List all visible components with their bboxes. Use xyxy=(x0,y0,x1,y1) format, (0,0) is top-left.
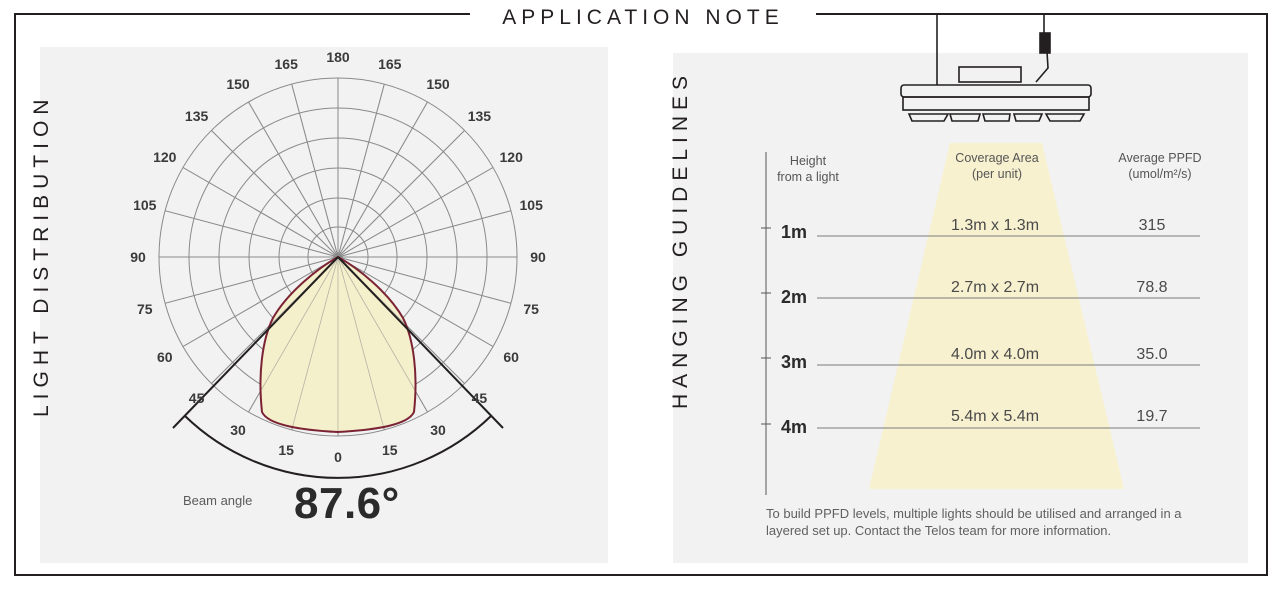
angle-label: 165 xyxy=(378,55,402,72)
polar-radial-line xyxy=(249,102,339,257)
row-area: 2.7m x 2.7m xyxy=(950,279,1040,296)
footnote: To build PPFD levels, multiple lights should be utilised and arranged in a layered set up. Contact the Telos team for more information. xyxy=(766,506,1182,538)
header-coverage: Coverage Area (per unit) xyxy=(955,151,1039,181)
light-distribution-heading: LIGHT DISTRIBUTION xyxy=(30,93,53,417)
angle-label: 15 xyxy=(278,442,294,459)
hanging-guidelines-heading: HANGING GUIDELINES xyxy=(669,69,692,409)
polar-radial-line xyxy=(338,102,428,257)
height-axis xyxy=(761,152,771,495)
row-area: 4.0m x 4.0m xyxy=(950,346,1040,363)
angle-label: 30 xyxy=(230,422,246,439)
angle-label: 75 xyxy=(523,300,539,317)
page-title: APPLICATION NOTE xyxy=(470,4,816,32)
header-height: Height from a light xyxy=(777,154,839,184)
angle-label: 90 xyxy=(530,249,546,265)
row-area: 1.3m x 1.3m xyxy=(950,217,1040,234)
angle-label: 165 xyxy=(274,55,298,72)
angle-label: 180 xyxy=(326,49,350,65)
row-ppfd: 78.8 xyxy=(1136,279,1168,296)
row-area: 5.4m x 5.4m xyxy=(950,408,1040,425)
angle-label: 105 xyxy=(519,197,543,214)
row-height: 2m xyxy=(781,287,808,307)
angle-label: 45 xyxy=(188,390,205,407)
row-height: 3m xyxy=(781,352,808,372)
row-ppfd: 35.0 xyxy=(1136,346,1168,363)
angle-label: 105 xyxy=(133,197,157,214)
angle-label: 135 xyxy=(467,107,492,124)
beam-angle-value: 87.6° xyxy=(294,479,400,528)
angle-label: 135 xyxy=(184,107,209,124)
header-ppfd: Average PPFD (umol/m²/s) xyxy=(1118,151,1202,181)
light-beam xyxy=(869,143,1124,489)
row-ppfd: 19.7 xyxy=(1136,408,1168,425)
light-fixture xyxy=(901,14,1091,121)
beam-angle-label: Beam angle xyxy=(183,493,253,508)
angle-label: 90 xyxy=(130,249,146,265)
angle-label: 30 xyxy=(430,422,446,439)
polar-radial-line xyxy=(338,168,493,258)
angle-label: 120 xyxy=(499,149,523,165)
angle-label: 150 xyxy=(426,75,450,92)
polar-radial-line xyxy=(211,130,338,257)
angle-label: 60 xyxy=(157,349,173,365)
angle-label: 150 xyxy=(226,75,250,92)
row-ppfd: 315 xyxy=(1138,217,1166,234)
polar-radial-line xyxy=(338,130,465,257)
row-height: 4m xyxy=(781,417,808,437)
angle-label: 45 xyxy=(471,390,488,407)
angle-label: 120 xyxy=(153,149,177,165)
row-height: 1m xyxy=(781,222,808,242)
angle-label: 0 xyxy=(334,449,342,465)
angle-label: 15 xyxy=(382,442,398,459)
angle-label: 60 xyxy=(503,349,519,365)
angle-label: 75 xyxy=(137,300,153,317)
polar-radial-line xyxy=(183,168,338,258)
